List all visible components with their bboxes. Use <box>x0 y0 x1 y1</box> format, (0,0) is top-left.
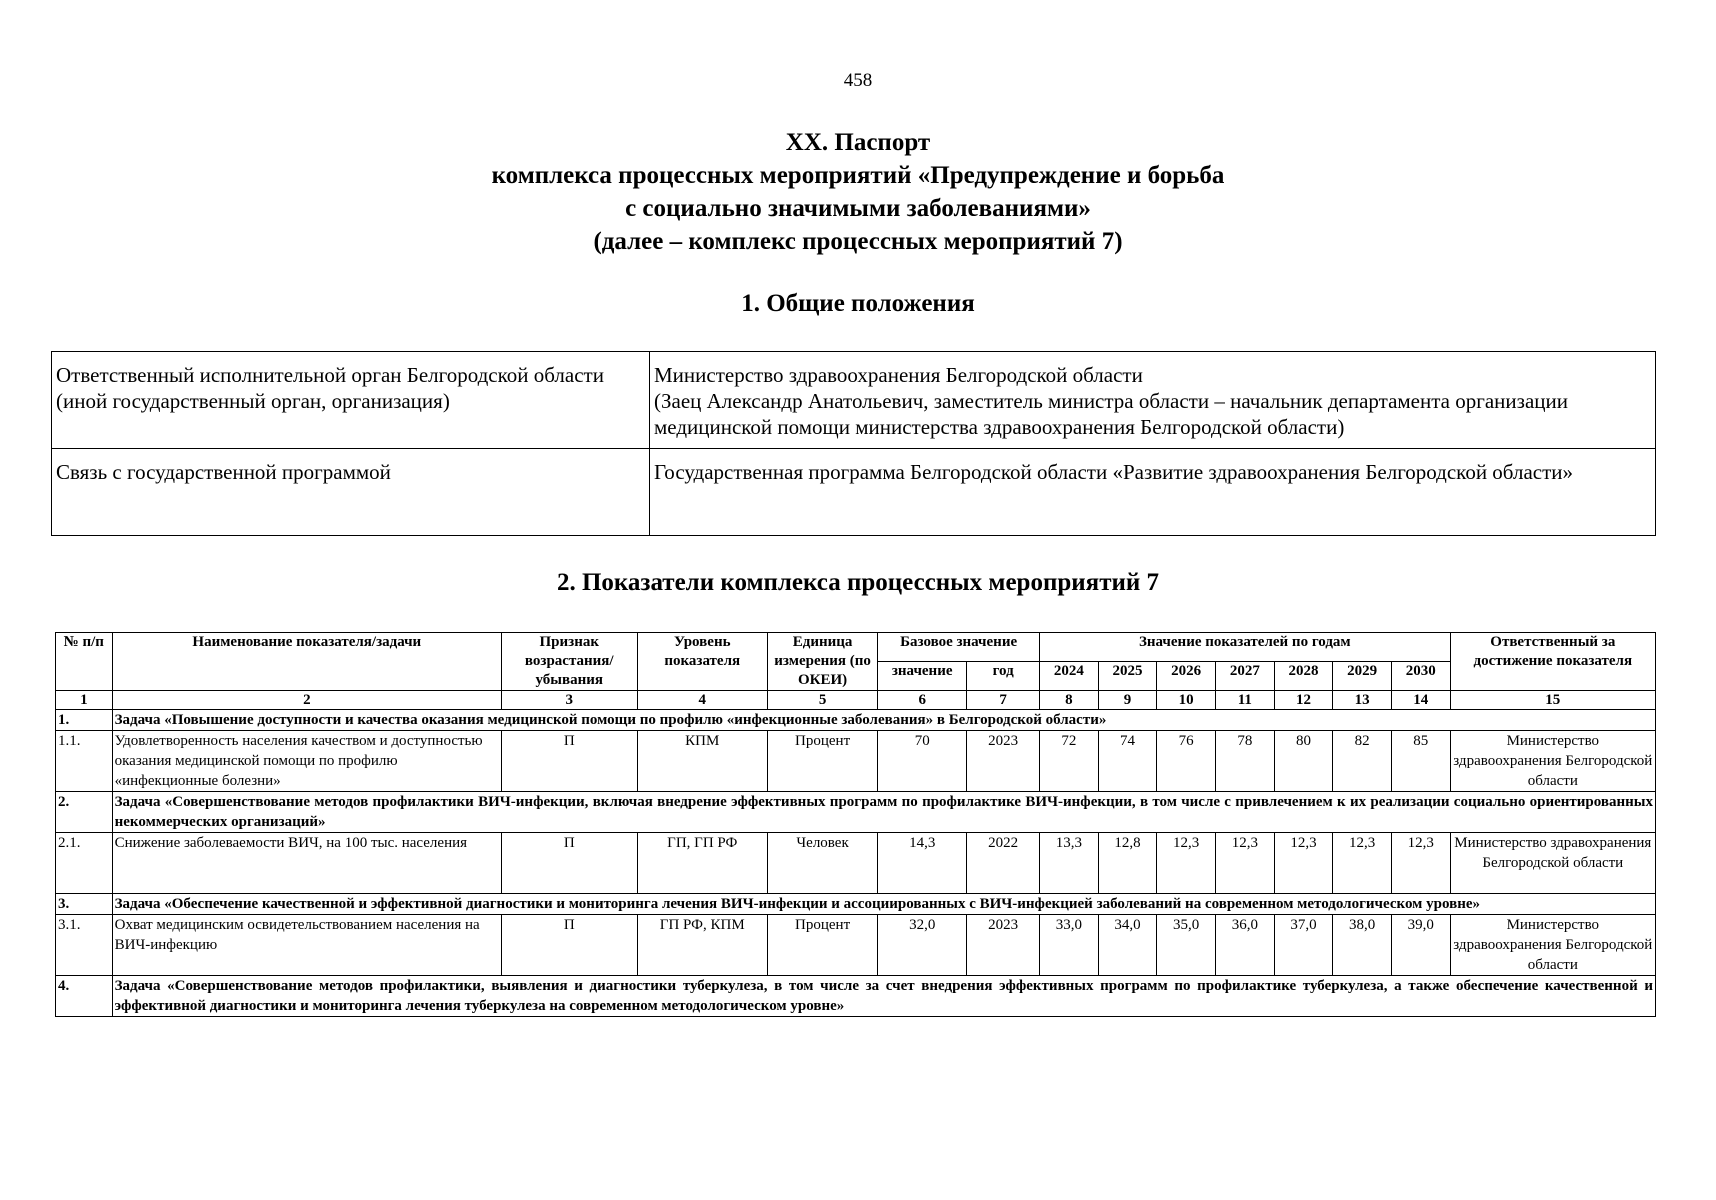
table-row <box>52 449 1656 536</box>
column-number: 3 <box>502 691 638 710</box>
indicator-row <box>56 731 1656 792</box>
column-number: 15 <box>1450 691 1655 710</box>
task-text: Задача «Обеспечение качественной и эффективной диагностики и мониторинга лечения ВИЧ-инфекции и ассоциированных с ВИЧ-инфекцией заболеваний на современном методологическом уровне» <box>112 894 1655 915</box>
task-text: Задача «Совершенствование методов профилактики, выявления и диагностики туберкулеза, в том числе за счет внедрения эффективных программ по профилактике туберкулеза, а также обеспечение качественной и эффективной диагностики и мониторинга лечения туберкулеза на современном методологическом уровне» <box>112 976 1655 1017</box>
indicator-number: 2.1. <box>56 833 113 894</box>
task-row <box>56 894 1656 915</box>
column-number: 13 <box>1333 691 1392 710</box>
responsible-person: (Заец Александр Анатольевич, заместитель министра области – начальник департамента организации медицинской помощи министерства здравоохранения Белгородской области) <box>654 389 1568 439</box>
column-number: 10 <box>1157 691 1216 710</box>
header-unit: Единица измерения (по ОКЕИ) <box>767 633 877 691</box>
header-base: Базовое значение <box>878 633 1040 662</box>
indicator-base-value: 32,0 <box>878 915 967 976</box>
indicator-year-value: 74 <box>1098 731 1157 792</box>
indicator-base-year: 2022 <box>967 833 1040 894</box>
header-year: 2029 <box>1333 662 1392 691</box>
program-link-label: Связь с государственной программой <box>52 449 650 536</box>
indicator-sign: П <box>502 915 638 976</box>
header-name: Наименование показателя/задачи <box>112 633 501 691</box>
general-provisions-table <box>51 351 1656 536</box>
task-number: 4. <box>56 976 113 1017</box>
title-line-3: с социально значимыми заболеваниями» <box>625 195 1091 222</box>
indicator-unit: Процент <box>767 731 877 792</box>
header-base-year: год <box>967 662 1040 691</box>
title-line-4: (далее – комплекс процессных мероприятий 7) <box>593 228 1123 255</box>
column-number: 7 <box>967 691 1040 710</box>
indicator-row <box>56 915 1656 976</box>
header-year: 2025 <box>1098 662 1157 691</box>
indicator-year-value: 78 <box>1215 731 1274 792</box>
column-number: 12 <box>1274 691 1333 710</box>
indicator-sign: П <box>502 833 638 894</box>
indicator-sign: П <box>502 731 638 792</box>
section-1-heading: 1. Общие положения <box>741 290 975 317</box>
indicator-row <box>56 833 1656 894</box>
header-year: 2027 <box>1215 662 1274 691</box>
task-row <box>56 710 1656 731</box>
indicator-year-value: 39,0 <box>1391 915 1450 976</box>
page-number: 458 <box>843 70 873 91</box>
header-num: № п/п <box>56 633 113 691</box>
document-title <box>0 126 1716 258</box>
indicator-year-value: 37,0 <box>1274 915 1333 976</box>
header-year: 2028 <box>1274 662 1333 691</box>
indicator-year-value: 38,0 <box>1333 915 1392 976</box>
column-number: 4 <box>637 691 767 710</box>
indicator-level: ГП, ГП РФ <box>637 833 767 894</box>
header-responsible: Ответственный за достижение показателя <box>1450 633 1655 691</box>
indicator-year-value: 36,0 <box>1215 915 1274 976</box>
column-number: 6 <box>878 691 967 710</box>
indicator-base-value: 70 <box>878 731 967 792</box>
indicator-base-year: 2023 <box>967 731 1040 792</box>
responsible-body-value <box>650 352 1656 449</box>
indicator-year-value: 12,3 <box>1274 833 1333 894</box>
indicator-year-value: 12,3 <box>1333 833 1392 894</box>
indicator-year-value: 12,8 <box>1098 833 1157 894</box>
header-level: Уровень показателя <box>637 633 767 691</box>
indicator-responsible: Министерство здравоохранения Белгородской области <box>1450 731 1655 792</box>
indicator-year-value: 35,0 <box>1157 915 1216 976</box>
header-years-group: Значение показателей по годам <box>1040 633 1451 662</box>
task-number: 2. <box>56 792 113 833</box>
indicator-year-value: 72 <box>1040 731 1099 792</box>
indicator-year-value: 33,0 <box>1040 915 1099 976</box>
indicator-name: Удовлетворенность населения качеством и доступностью оказания медицинской помощи по профилю «инфекционные болезни» <box>112 731 501 792</box>
indicator-year-value: 12,3 <box>1391 833 1450 894</box>
task-row <box>56 792 1656 833</box>
indicator-year-value: 12,3 <box>1215 833 1274 894</box>
column-number: 8 <box>1040 691 1099 710</box>
header-year: 2024 <box>1040 662 1099 691</box>
column-number: 2 <box>112 691 501 710</box>
title-line-1: XX. Паспорт <box>785 129 931 156</box>
indicator-year-value: 76 <box>1157 731 1216 792</box>
section-2-heading: 2. Показатели комплекса процессных мероприятий 7 <box>556 569 1160 596</box>
indicator-year-value: 80 <box>1274 731 1333 792</box>
task-row <box>56 976 1656 1017</box>
indicator-year-value: 13,3 <box>1040 833 1099 894</box>
task-text: Задача «Совершенствование методов профилактики ВИЧ-инфекции, включая внедрение эффективных программ по профилактике ВИЧ-инфекции, в том числе с привлечением к их реализации социально ориентированных некоммерческих организаций» <box>112 792 1655 833</box>
column-number: 1 <box>56 691 113 710</box>
column-number: 14 <box>1391 691 1450 710</box>
indicator-unit: Человек <box>767 833 877 894</box>
indicator-base-value: 14,3 <box>878 833 967 894</box>
header-year: 2030 <box>1391 662 1450 691</box>
indicator-year-value: 82 <box>1333 731 1392 792</box>
indicator-unit: Процент <box>767 915 877 976</box>
task-text: Задача «Повышение доступности и качества оказания медицинской помощи по профилю «инфекционные заболевания» в Белгородской области» <box>112 710 1655 731</box>
indicator-base-year: 2023 <box>967 915 1040 976</box>
indicator-name: Охват медицинским освидетельствованием населения на ВИЧ-инфекцию <box>112 915 501 976</box>
header-sign: Признак возрастания/ убывания <box>502 633 638 691</box>
indicator-level: ГП РФ, КПМ <box>637 915 767 976</box>
indicators-table <box>55 632 1656 1017</box>
column-number: 11 <box>1215 691 1274 710</box>
indicator-year-value: 12,3 <box>1157 833 1216 894</box>
column-numbers-row <box>56 691 1656 710</box>
indicator-responsible: Министерство здравохранения Белгородской области <box>1450 833 1655 894</box>
indicator-year-value: 34,0 <box>1098 915 1157 976</box>
indicator-year-value: 85 <box>1391 731 1450 792</box>
table-row <box>52 352 1656 449</box>
task-number: 3. <box>56 894 113 915</box>
header-year: 2026 <box>1157 662 1216 691</box>
title-line-2: комплекса процессных мероприятий «Предупреждение и борьба <box>491 162 1225 189</box>
responsible-ministry: Министерство здравоохранения Белгородской области <box>654 363 1143 387</box>
indicator-responsible: Министерство здравоохранения Белгородской области <box>1450 915 1655 976</box>
header-base-value: значение <box>878 662 967 691</box>
indicator-level: КПМ <box>637 731 767 792</box>
column-number: 9 <box>1098 691 1157 710</box>
responsible-body-label: Ответственный исполнительной орган Белгородской области (иной государственный орган, организация) <box>52 352 650 449</box>
indicator-name: Снижение заболеваемости ВИЧ, на 100 тыс. населения <box>112 833 501 894</box>
column-number: 5 <box>767 691 877 710</box>
indicator-number: 1.1. <box>56 731 113 792</box>
header-row <box>56 633 1656 662</box>
program-link-value: Государственная программа Белгородской области «Развитие здравоохранения Белгородской области» <box>650 449 1656 536</box>
indicator-number: 3.1. <box>56 915 113 976</box>
task-number: 1. <box>56 710 113 731</box>
